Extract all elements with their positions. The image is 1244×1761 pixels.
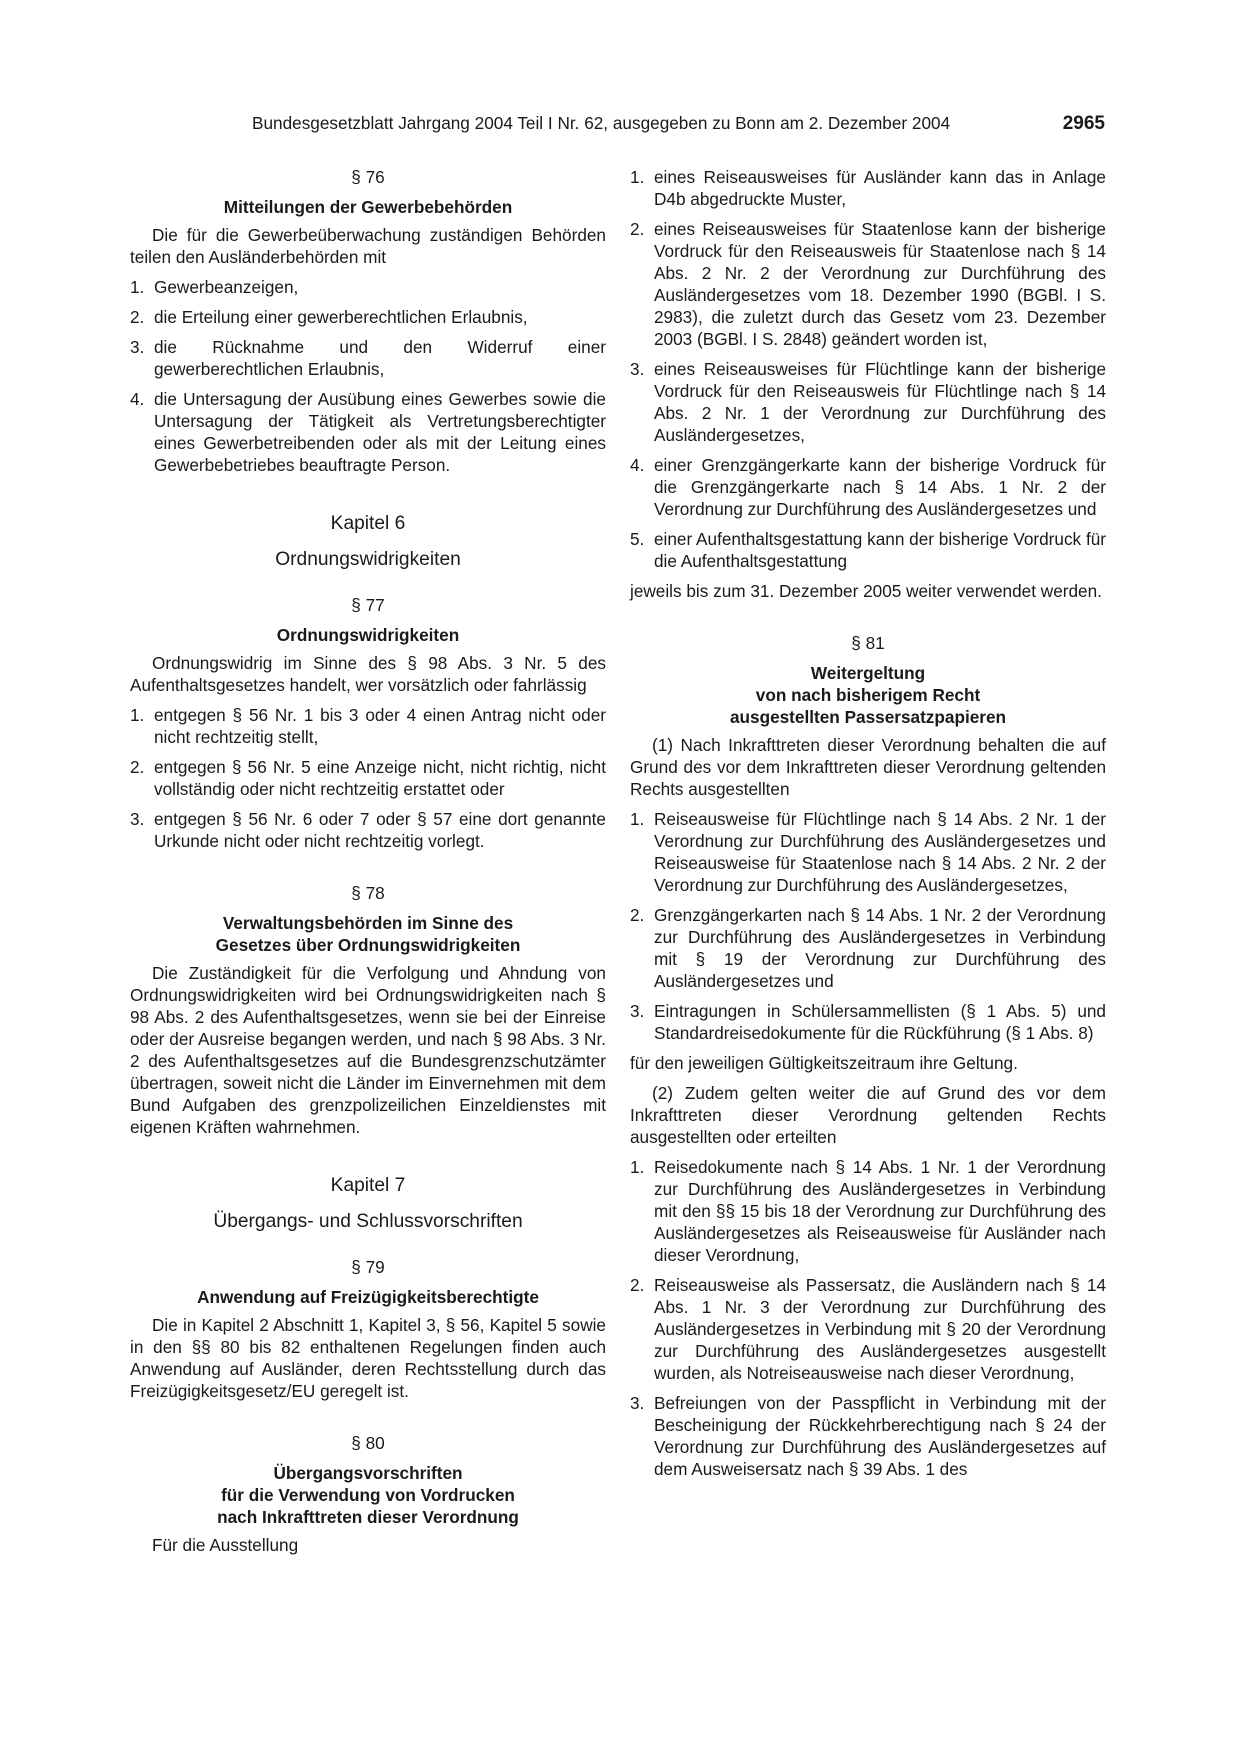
paragraph-1: (1) Nach Inkrafttreten dieser Verordnung behalten die auf Grund des vor dem Inkrafttreten dieser Verordnung geltenden Rechts ausgestellten <box>630 735 1106 799</box>
item-list <box>130 704 606 852</box>
section-number: § 79 <box>351 1257 385 1277</box>
list-item: 5. einer Aufenthaltsgestattung kann der bisherige Vordruck für die Aufenthaltsgestattung <box>630 529 1106 571</box>
section-intro: Für die Ausstellung <box>152 1535 299 1555</box>
page-number: 2965 <box>1062 113 1105 134</box>
list-item: 1. entgegen § 56 Nr. 1 bis 3 oder 4 einen Antrag nicht oder nicht rechtzeitig stellt, <box>130 705 606 747</box>
list-item: 3. entgegen § 56 Nr. 6 oder 7 oder § 57 eine dort genannte Urkunde nicht oder nicht rechtzeitig vorlegt. <box>130 809 606 851</box>
section-81 <box>630 632 1106 1480</box>
list-item: 4. einer Grenzgängerkarte kann der bisherige Vordruck für die Grenzgängerkarte nach § 14 Abs. 1 Nr. 2 der Verordnung zur Durchführung des Ausländergesetzes und <box>630 455 1106 519</box>
section-number: § 76 <box>351 167 385 187</box>
list-item: 2. die Erteilung einer gewerberechtlichen Erlaubnis, <box>130 307 528 327</box>
list-item: 2. Reiseausweise als Passersatz, die Ausländern nach § 14 Abs. 1 Nr. 3 der Verordnung zur Durchführung des Ausländergesetzes in Verbindung mit § 20 der Verordnung zur Durchführung des Ausländergesetzes ausgestellt wurden, als Notreiseausweise nach dieser Verordnung, <box>630 1275 1106 1383</box>
section-78 <box>130 882 606 1138</box>
section-title: Mitteilungen der Gewerbebehörden <box>223 197 513 217</box>
list-item: 3. eines Reiseausweises für Flüchtlinge kann der bisherige Vordruck für den Reiseausweis für Flüchtlinge nach § 14 Abs. 2 Nr. 1 der Verordnung zur Durchführung des Ausländergesetzes, <box>630 359 1106 445</box>
paragraph-2: (2) Zudem gelten weiter die auf Grund des vor dem Inkrafttreten dieser Verordnung geltenden Rechts ausgestellten oder erteilten <box>630 1083 1106 1147</box>
section-title-line: Weitergeltung <box>810 663 926 683</box>
list-item: 2. Grenzgängerkarten nach § 14 Abs. 1 Nr. 2 der Verordnung zur Durchführung des Ausländergesetzes in Verbindung mit § 19 der Verordnung zur Durchführung des Ausländergesetzes und <box>630 905 1106 991</box>
list-item: 1. Reisedokumente nach § 14 Abs. 1 Nr. 1 der Verordnung zur Durchführung des Ausländergesetzes in Verbindung mit den §§ 15 bis 18 der Verordnung zur Durchführung des Ausländergesetzes als Reiseausweise für Ausländer nach dieser Verordnung, <box>630 1157 1106 1265</box>
section-intro: Die für die Gewerbeüberwachung zuständigen Behörden teilen den Ausländerbehörden mit <box>130 225 606 267</box>
item-list <box>630 1156 1106 1480</box>
section-title-line: von nach bisherigem Recht <box>755 685 981 705</box>
section-76 <box>130 166 606 476</box>
section-80 <box>130 1432 606 1556</box>
section-title-line: Gesetzes über Ordnungswidrigkeiten <box>215 935 521 955</box>
list-item: 3. Befreiungen von der Passpflicht in Verbindung mit der Bescheinigung der Rückkehrberechtigung nach § 24 der Verordnung zur Durchführung des Ausländergesetzes auf dem Ausweisersatz nach § 39 Abs. 1 des <box>630 1393 1106 1479</box>
section-title-line: Übergangsvorschriften <box>273 1463 463 1483</box>
section-body: Die Zuständigkeit für die Verfolgung und Ahndung von Ordnungswidrigkeiten wird bei Ordnungswidrigkeiten nach § 98 Abs. 2 des Aufenthaltsgesetzes, wenn sie bei der Einreise oder der Ausreise begangen werden, und nach § 98 Abs. 3 Nr. 2 des Aufenthaltsgesetzes auf die Bundesgrenzschutzämter übertragen, soweit nicht die Länder im Einvernehmen mit dem Bund Aufgaben des grenzpolizeilichen Einzeldienstes mit eigenen Kräften wahrnehmen. <box>130 963 606 1137</box>
gazette-title: Bundesgesetzblatt Jahrgang 2004 Teil I Nr. 62, ausgegeben zu Bonn am 2. Dezember 2004 <box>252 113 951 133</box>
section-title-line: ausgestellten Passersatzpapieren <box>729 707 1007 727</box>
section-title-line: für die Verwendung von Vordrucken <box>221 1485 515 1505</box>
section-closing: jeweils bis zum 31. Dezember 2005 weiter verwendet werden. <box>630 581 1102 601</box>
section-title: Anwendung auf Freizügigkeitsberechtigte <box>197 1287 539 1307</box>
section-number: § 80 <box>351 1433 385 1453</box>
section-title-line: nach Inkrafttreten dieser Verordnung <box>217 1507 519 1527</box>
list-item: 1. Reiseausweise für Flüchtlinge nach § 14 Abs. 2 Nr. 1 der Verordnung zur Durchführung des Ausländergesetzes und Reiseausweise für Staatenlose nach § 14 Abs. 2 Nr. 2 der Verordnung zur Durchführung des Ausländergesetzes, <box>630 809 1106 895</box>
section-body: Die in Kapitel 2 Abschnitt 1, Kapitel 3, § 56, Kapitel 5 sowie in den §§ 80 bis 82 enthaltenen Regelungen finden auch Anwendung auf Ausländer, deren Rechtsstellung durch das Freizügigkeitsgesetz/EU geregelt ist. <box>130 1315 606 1401</box>
list-item: 3. Eintragungen in Schülersammellisten (§ 1 Abs. 5) und Standardreisedokumente für die Rückführung (§ 1 Abs. 8) <box>630 1001 1106 1043</box>
section-number: § 77 <box>351 595 385 615</box>
right-column <box>630 166 1106 1488</box>
list-item: 1. Gewerbeanzeigen, <box>130 277 299 297</box>
left-column <box>130 166 606 1564</box>
list-item: 1. eines Reiseausweises für Ausländer kann das in Anlage D4b abgedruckte Muster, <box>630 167 1106 209</box>
section-number: § 78 <box>351 883 385 903</box>
section-number: § 81 <box>851 633 885 653</box>
list-item: 2. entgegen § 56 Nr. 5 eine Anzeige nicht, nicht richtig, nicht vollständig oder nicht rechtzeitig erstattet oder <box>130 757 606 799</box>
running-head <box>140 112 1105 135</box>
list-item: 2. eines Reiseausweises für Staatenlose kann der bisherige Vordruck für den Reiseausweis für Staatenlose nach § 14 Abs. 2 Nr. 2 der Verordnung zur Durchführung des Ausländergesetzes vom 18. Dezember 1990 (BGBl. I S. 2983), die zuletzt durch das Gesetz vom 23. Dezember 2003 (BGBl. I S. 2848) geändert worden ist, <box>630 219 1106 349</box>
section-79 <box>130 1256 606 1402</box>
list-item: 4. die Untersagung der Ausübung eines Gewerbes sowie die Untersagung der Tätigkeit als Vertretungsberechtigter eines Gewerbetreibenden oder als mit der Leitung eines Gewerbebetriebes beauftragte Person. <box>130 389 606 475</box>
section-77 <box>130 594 606 852</box>
chapter-number: Kapitel 6 <box>330 513 406 534</box>
paragraph-1-closing: für den jeweiligen Gültigkeitszeitraum ihre Geltung. <box>630 1053 1018 1073</box>
item-list <box>630 808 1106 1044</box>
chapter-title: Ordnungswidrigkeiten <box>275 549 461 570</box>
section-intro: Ordnungswidrig im Sinne des § 98 Abs. 3 Nr. 5 des Aufenthaltsgesetzes handelt, wer vorsätzlich oder fahrlässig <box>130 653 606 695</box>
chapter-title: Übergangs- und Schlussvorschriften <box>213 1211 523 1232</box>
item-list <box>630 166 1106 572</box>
chapter-number: Kapitel 7 <box>330 1175 406 1196</box>
list-item: 3. die Rücknahme und den Widerruf einer gewerberechtlichen Erlaubnis, <box>130 337 606 379</box>
section-title: Ordnungswidrigkeiten <box>276 625 460 645</box>
section-title-line: Verwaltungsbehörden im Sinne des <box>222 913 514 933</box>
item-list <box>130 276 606 476</box>
